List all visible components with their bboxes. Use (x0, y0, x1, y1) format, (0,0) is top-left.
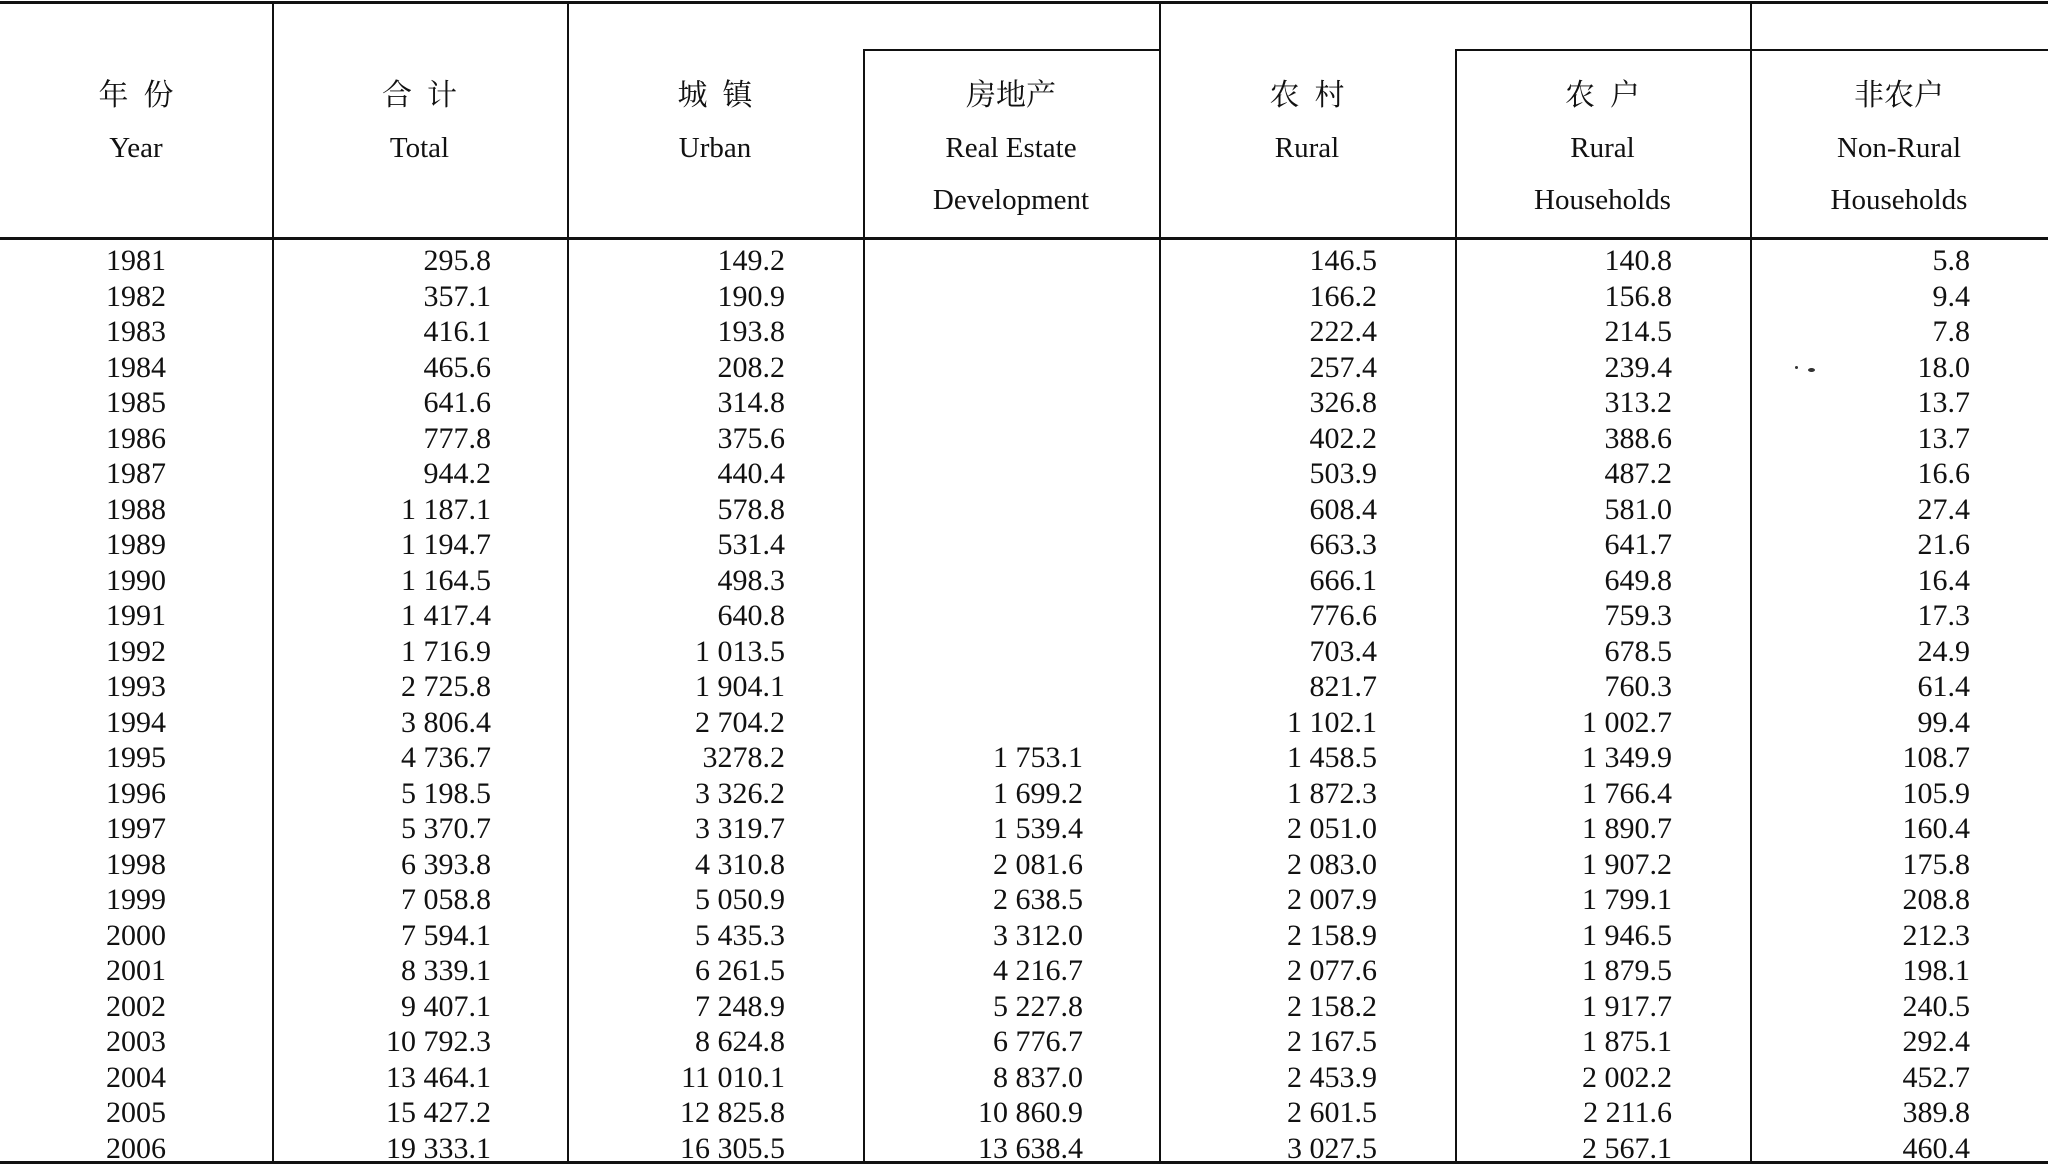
value-cell-rural: 2 167.5 (1287, 1025, 1377, 1058)
table-row (0, 740, 2048, 776)
value-cell-real-estate: 3 312.0 (993, 918, 1083, 952)
year-cell: 1984 (106, 350, 166, 384)
value-cell-urban: 531.4 (717, 528, 785, 561)
year-cell: 1999 (106, 883, 166, 916)
nonrural-subgroup-rule (1752, 49, 2048, 51)
value-cell-rural: 666.1 (1309, 563, 1377, 597)
value-cell-rural-households: 1 946.5 (1582, 918, 1672, 952)
value-cell-non-rural-households: 18.0 (1917, 350, 1970, 384)
value-cell-real-estate (863, 598, 1083, 634)
value-cell-rural: 2 077.6 (1287, 954, 1377, 987)
value-cell-real-estate: 4 216.7 (993, 954, 1083, 987)
value-cell-real-estate (863, 314, 1083, 350)
value-cell-real-estate (863, 243, 1083, 279)
year-cell: 1997 (106, 812, 166, 845)
table-row (0, 456, 2048, 492)
value-cell-urban: 3278.2 (702, 741, 785, 774)
table-row (0, 634, 2048, 670)
value-cell-urban: 193.8 (717, 315, 785, 348)
value-cell-rural: 503.9 (1309, 457, 1377, 490)
value-cell-rural-households: 581.0 (1604, 492, 1672, 526)
table-top-rule (0, 1, 2048, 4)
table-row (0, 918, 2048, 954)
year-cell: 1982 (106, 279, 166, 313)
value-cell-non-rural-households: 208.8 (1902, 883, 1970, 916)
value-cell-total: 777.8 (423, 421, 491, 455)
value-cell-urban: 640.8 (717, 599, 785, 632)
header-label-en: Year (109, 132, 163, 164)
value-cell-total: 1 164.5 (401, 563, 491, 597)
value-cell-non-rural-households: 460.4 (1902, 1131, 1970, 1165)
value-cell-non-rural-households: 16.6 (1917, 457, 1970, 490)
value-cell-non-rural-households: 389.8 (1902, 1096, 1970, 1129)
value-cell-total: 4 736.7 (401, 741, 491, 774)
value-cell-non-rural-households: 292.4 (1902, 1025, 1970, 1058)
value-cell-rural: 2 453.9 (1287, 1060, 1377, 1094)
header-label-zh: 农 户 (1565, 79, 1640, 112)
table-row (0, 1060, 2048, 1096)
value-cell-non-rural-households: 99.4 (1917, 705, 1970, 739)
value-cell-total: 465.6 (423, 350, 491, 384)
value-cell-urban: 3 319.7 (695, 812, 785, 845)
value-cell-urban: 5 050.9 (695, 883, 785, 916)
value-cell-urban: 190.9 (717, 279, 785, 313)
value-cell-rural-households: 1 907.2 (1582, 847, 1672, 881)
year-cell: 2002 (106, 989, 166, 1023)
value-cell-total: 416.1 (423, 315, 491, 348)
year-cell: 1987 (106, 457, 166, 490)
value-cell-urban: 6 261.5 (695, 954, 785, 987)
header-rural-households (1455, 70, 1750, 226)
value-cell-total: 1 417.4 (401, 599, 491, 632)
table-row (0, 314, 2048, 350)
value-cell-non-rural-households: 198.1 (1902, 954, 1970, 987)
value-cell-non-rural-households: 17.3 (1917, 599, 1970, 632)
value-cell-rural: 703.4 (1309, 634, 1377, 668)
year-cell: 2005 (106, 1096, 166, 1129)
value-cell-rural-households: 759.3 (1604, 599, 1672, 632)
value-cell-real-estate: 5 227.8 (993, 989, 1083, 1023)
value-cell-rural: 2 051.0 (1287, 812, 1377, 845)
value-cell-real-estate (863, 350, 1083, 386)
value-cell-real-estate: 1 539.4 (993, 812, 1083, 845)
value-cell-non-rural-households: 160.4 (1902, 812, 1970, 845)
value-cell-urban: 16 305.5 (680, 1131, 785, 1165)
value-cell-rural: 402.2 (1309, 421, 1377, 455)
value-cell-rural: 821.7 (1309, 670, 1377, 703)
header-label-en: Rural (1274, 132, 1340, 164)
year-cell: 1981 (106, 244, 166, 277)
header-label-en: Rural (1570, 132, 1635, 164)
value-cell-non-rural-households: 24.9 (1917, 634, 1970, 668)
value-cell-rural: 776.6 (1309, 599, 1377, 632)
header-label-en: Non-Rural (1836, 132, 1962, 164)
year-cell: 1989 (106, 528, 166, 561)
table-row (0, 243, 2048, 279)
value-cell-total: 8 339.1 (401, 954, 491, 987)
value-cell-rural: 222.4 (1309, 315, 1377, 348)
value-cell-urban: 12 825.8 (680, 1096, 785, 1129)
value-cell-rural-households: 760.3 (1604, 670, 1672, 703)
table-row (0, 1024, 2048, 1060)
value-cell-rural: 146.5 (1309, 244, 1377, 277)
header-label-zh: 合 计 (382, 79, 457, 112)
value-cell-urban: 1 013.5 (695, 634, 785, 668)
value-cell-total: 944.2 (423, 457, 491, 490)
value-cell-urban: 375.6 (717, 421, 785, 455)
header-rural (1159, 70, 1455, 174)
value-cell-rural-households: 2 002.2 (1582, 1060, 1672, 1094)
table-row (0, 492, 2048, 528)
value-cell-urban: 314.8 (717, 386, 785, 419)
value-cell-total: 1 194.7 (401, 528, 491, 561)
value-cell-non-rural-households: 13.7 (1917, 386, 1970, 419)
value-cell-non-rural-households: 13.7 (1917, 421, 1970, 455)
value-cell-rural: 1 102.1 (1287, 705, 1377, 739)
value-cell-non-rural-households: 212.3 (1902, 918, 1970, 952)
header-label-en: Total (389, 132, 450, 164)
value-cell-real-estate: 6 776.7 (993, 1025, 1083, 1058)
header-label-en: Households (1830, 184, 1968, 216)
value-cell-rural-households: 1 002.7 (1582, 705, 1672, 739)
value-cell-non-rural-households: 27.4 (1917, 492, 1970, 526)
value-cell-non-rural-households: 16.4 (1917, 563, 1970, 597)
value-cell-rural: 1 872.3 (1287, 776, 1377, 810)
year-cell: 1986 (106, 421, 166, 455)
year-cell: 1985 (106, 386, 166, 419)
value-cell-real-estate: 1 699.2 (993, 776, 1083, 810)
header-label-en: Urban (678, 132, 752, 164)
header-total (272, 70, 567, 174)
value-cell-urban: 1 904.1 (695, 670, 785, 703)
value-cell-total: 10 792.3 (386, 1025, 491, 1058)
header-non-rural-households (1750, 70, 2048, 226)
year-cell: 1995 (106, 741, 166, 774)
value-cell-rural-households: 1 875.1 (1582, 1025, 1672, 1058)
value-cell-rural-households: 239.4 (1604, 350, 1672, 384)
value-cell-rural-households: 487.2 (1604, 457, 1672, 490)
value-cell-non-rural-households: 21.6 (1917, 528, 1970, 561)
value-cell-rural: 663.3 (1309, 528, 1377, 561)
value-cell-urban: 498.3 (717, 563, 785, 597)
value-cell-urban: 440.4 (717, 457, 785, 490)
value-cell-real-estate (863, 669, 1083, 705)
header-label-en: Real Estate (945, 132, 1077, 164)
table-row (0, 669, 2048, 705)
value-cell-non-rural-households: 9.4 (1932, 279, 1970, 313)
table-row (0, 882, 2048, 918)
table-row (0, 811, 2048, 847)
header-label-en: Development (932, 184, 1090, 216)
header-urban (567, 70, 863, 174)
value-cell-real-estate: 2 638.5 (993, 883, 1083, 916)
year-cell: 1988 (106, 492, 166, 526)
value-cell-real-estate (863, 421, 1083, 457)
scan-speck (1795, 366, 1798, 369)
year-cell: 2001 (106, 954, 166, 987)
value-cell-rural: 326.8 (1309, 386, 1377, 419)
year-cell: 2006 (106, 1131, 166, 1165)
value-cell-rural-households: 2 567.1 (1582, 1131, 1672, 1165)
value-cell-urban: 2 704.2 (695, 705, 785, 739)
value-cell-total: 7 058.8 (401, 883, 491, 916)
table-row (0, 705, 2048, 741)
table-row (0, 279, 2048, 315)
value-cell-total: 1 187.1 (401, 492, 491, 526)
year-cell: 2004 (106, 1060, 166, 1094)
value-cell-rural-households: 140.8 (1604, 244, 1672, 277)
value-cell-urban: 8 624.8 (695, 1025, 785, 1058)
year-cell: 1998 (106, 847, 166, 881)
table-row (0, 953, 2048, 989)
value-cell-urban: 208.2 (717, 350, 785, 384)
value-cell-total: 2 725.8 (401, 670, 491, 703)
year-cell: 1996 (106, 776, 166, 810)
table-row (0, 350, 2048, 386)
value-cell-rural-households: 1 799.1 (1582, 883, 1672, 916)
value-cell-rural-households: 313.2 (1604, 386, 1672, 419)
value-cell-real-estate (863, 634, 1083, 670)
header-label-zh: 年 份 (98, 79, 174, 112)
header-label-zh: 农 村 (1269, 79, 1345, 112)
value-cell-rural-households: 1 766.4 (1582, 776, 1672, 810)
table-row (0, 1095, 2048, 1131)
value-cell-real-estate (863, 279, 1083, 315)
value-cell-rural: 1 458.5 (1287, 741, 1377, 774)
value-cell-rural: 2 158.2 (1287, 989, 1377, 1023)
rural-subgroup-rule (1456, 49, 1752, 51)
value-cell-total: 5 198.5 (401, 776, 491, 810)
year-cell: 1990 (106, 563, 166, 597)
value-cell-total: 7 594.1 (401, 918, 491, 952)
value-cell-urban: 11 010.1 (681, 1060, 785, 1094)
table-row (0, 598, 2048, 634)
value-cell-rural-households: 1 890.7 (1582, 812, 1672, 845)
value-cell-non-rural-households: 175.8 (1902, 847, 1970, 881)
value-cell-rural-households: 388.6 (1604, 421, 1672, 455)
table-row (0, 776, 2048, 812)
table-row (0, 527, 2048, 563)
value-cell-real-estate: 1 753.1 (993, 741, 1083, 774)
value-cell-rural-households: 678.5 (1604, 634, 1672, 668)
value-cell-rural: 2 007.9 (1287, 883, 1377, 916)
header-real-estate (863, 70, 1159, 226)
value-cell-rural-households: 2 211.6 (1583, 1096, 1672, 1129)
value-cell-total: 5 370.7 (401, 812, 491, 845)
value-cell-total: 3 806.4 (401, 705, 491, 739)
value-cell-real-estate (863, 385, 1083, 421)
value-cell-urban: 578.8 (717, 492, 785, 526)
value-cell-urban: 3 326.2 (695, 776, 785, 810)
value-cell-total: 6 393.8 (401, 847, 491, 881)
header-year (0, 70, 272, 174)
value-cell-total: 19 333.1 (386, 1131, 491, 1165)
value-cell-rural: 166.2 (1309, 279, 1377, 313)
value-cell-real-estate: 13 638.4 (978, 1131, 1083, 1165)
value-cell-total: 641.6 (423, 386, 491, 419)
year-cell: 1992 (106, 634, 166, 668)
value-cell-total: 357.1 (423, 279, 491, 313)
table-row (0, 847, 2048, 883)
value-cell-total: 9 407.1 (401, 989, 491, 1023)
scan-speck (1808, 368, 1815, 372)
value-cell-real-estate: 8 837.0 (993, 1060, 1083, 1094)
value-cell-rural-households: 1 879.5 (1582, 954, 1672, 987)
header-label-zh: 非农户 (1854, 79, 1944, 112)
value-cell-real-estate (863, 705, 1083, 741)
value-cell-urban: 149.2 (717, 244, 785, 277)
header-label-zh: 房地产 (966, 79, 1056, 112)
value-cell-real-estate (863, 563, 1083, 599)
value-cell-total: 1 716.9 (401, 634, 491, 668)
year-cell: 1991 (106, 599, 166, 632)
table-row (0, 1131, 2048, 1166)
value-cell-total: 295.8 (423, 244, 491, 277)
value-cell-rural: 2 158.9 (1287, 918, 1377, 952)
year-cell: 2000 (106, 918, 166, 952)
table-row (0, 385, 2048, 421)
header-label-en: Households (1534, 184, 1671, 216)
year-cell: 1994 (106, 705, 166, 739)
value-cell-non-rural-households: 7.8 (1932, 315, 1970, 348)
value-cell-real-estate (863, 492, 1083, 528)
value-cell-rural-households: 156.8 (1604, 279, 1672, 313)
year-cell: 1993 (106, 670, 166, 703)
value-cell-urban: 5 435.3 (695, 918, 785, 952)
value-cell-rural: 3 027.5 (1287, 1131, 1377, 1165)
value-cell-non-rural-households: 108.7 (1902, 741, 1970, 774)
value-cell-rural: 2 083.0 (1287, 847, 1377, 881)
year-cell: 1983 (106, 315, 166, 348)
header-bottom-rule (0, 237, 2048, 240)
value-cell-total: 13 464.1 (386, 1060, 491, 1094)
value-cell-rural-households: 641.7 (1604, 528, 1672, 561)
value-cell-non-rural-households: 5.8 (1932, 244, 1970, 277)
value-cell-non-rural-households: 105.9 (1902, 776, 1970, 810)
value-cell-rural: 608.4 (1309, 492, 1377, 526)
value-cell-rural: 257.4 (1309, 350, 1377, 384)
year-cell: 2003 (106, 1025, 166, 1058)
value-cell-urban: 4 310.8 (695, 847, 785, 881)
table-row (0, 421, 2048, 457)
value-cell-rural-households: 214.5 (1604, 315, 1672, 348)
urban-subgroup-rule (864, 49, 1160, 51)
value-cell-real-estate: 10 860.9 (978, 1096, 1083, 1129)
value-cell-non-rural-households: 240.5 (1902, 989, 1970, 1023)
table-row (0, 563, 2048, 599)
value-cell-rural-households: 1 917.7 (1582, 989, 1672, 1023)
value-cell-real-estate: 2 081.6 (993, 847, 1083, 881)
value-cell-real-estate (863, 527, 1083, 563)
table-row (0, 989, 2048, 1025)
value-cell-total: 15 427.2 (386, 1096, 491, 1129)
value-cell-rural: 2 601.5 (1287, 1096, 1377, 1129)
header-label-zh: 城 镇 (677, 79, 753, 112)
value-cell-urban: 7 248.9 (695, 989, 785, 1023)
value-cell-non-rural-households: 452.7 (1902, 1060, 1970, 1094)
value-cell-rural-households: 649.8 (1604, 563, 1672, 597)
value-cell-rural-households: 1 349.9 (1582, 741, 1672, 774)
value-cell-non-rural-households: 61.4 (1917, 670, 1970, 703)
value-cell-real-estate (863, 456, 1083, 492)
